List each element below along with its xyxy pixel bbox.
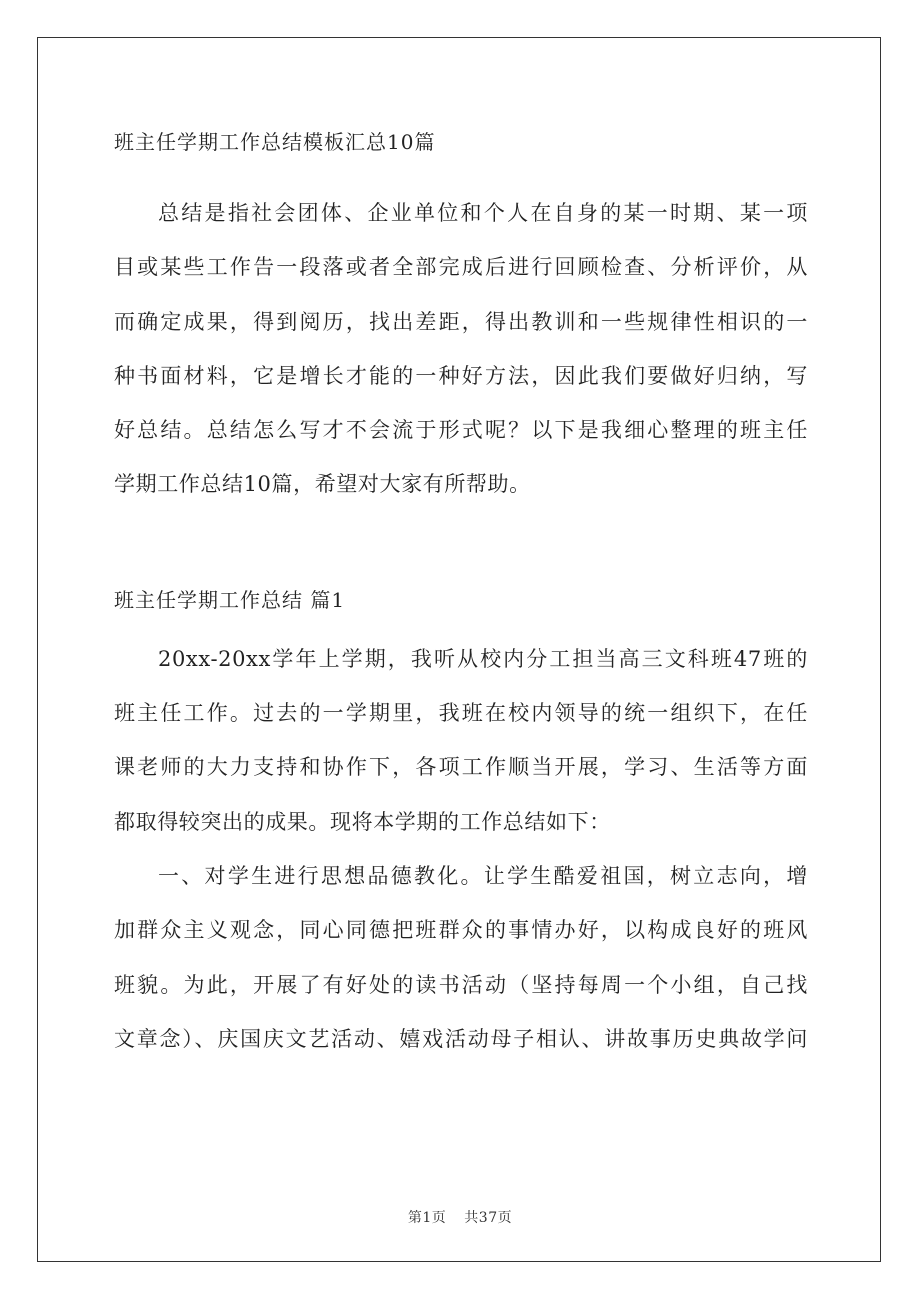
- page-footer: [0, 1207, 920, 1227]
- section-heading: 班主任学期工作总结 篇1: [114, 587, 346, 612]
- section-1-paragraph-2: [114, 849, 808, 1066]
- current-page-label: 第1页: [407, 1210, 447, 1226]
- text-line: 好总结。总结怎么写才不会流于形式呢？以下是我细心整理的班主任: [114, 418, 808, 443]
- total-pages-label: 共37页: [464, 1210, 513, 1226]
- text-line: 目或某些工作告一段落或者全部完成后进行回顾检查、分析评价，从: [114, 255, 808, 280]
- text-line: 课老师的大力支持和协作下，各项工作顺当开展，学习、生活等方面: [114, 755, 808, 780]
- text-line: 总结是指社会团体、企业单位和个人在自身的某一时期、某一项: [158, 201, 808, 225]
- text-line: 种书面材料，它是增长才能的一种好方法，因此我们要做好归纳，写: [114, 363, 808, 388]
- text-line: 学期工作总结10篇，希望对大家有所帮助。: [114, 472, 531, 497]
- text-line: 都取得较突出的成果。现将本学期的工作总结如下：: [114, 809, 611, 834]
- text-line: 20xx-20xx学年上学期，我听从校内分工担当高三文科班47班的: [158, 646, 808, 671]
- section-1-paragraph-1: [114, 632, 808, 849]
- document-body: [114, 124, 808, 1066]
- document-title: 班主任学期工作总结模板汇总10篇: [114, 130, 436, 154]
- text-line: 一、对学生进行思想品德教化。让学生酷爱祖国，树立志向，增: [158, 863, 808, 888]
- text-line: 而确定成果，得到阅历，找出差距，得出教训和一些规律性相识的一: [114, 309, 808, 334]
- text-line: 班貌。为此，开展了有好处的读书活动（坚持每周一个小组，自己找: [114, 972, 808, 997]
- text-line: 文章念）、庆国庆文艺活动、嬉戏活动母子相认、讲故事历史典故学问: [114, 1026, 808, 1051]
- intro-paragraph: [114, 186, 808, 512]
- text-line: 班主任工作。过去的一学期里，我班在校内领导的统一组织下，在任: [114, 701, 808, 726]
- text-line: 加群众主义观念，同心同德把班群众的事情办好，以构成良好的班风: [114, 918, 808, 943]
